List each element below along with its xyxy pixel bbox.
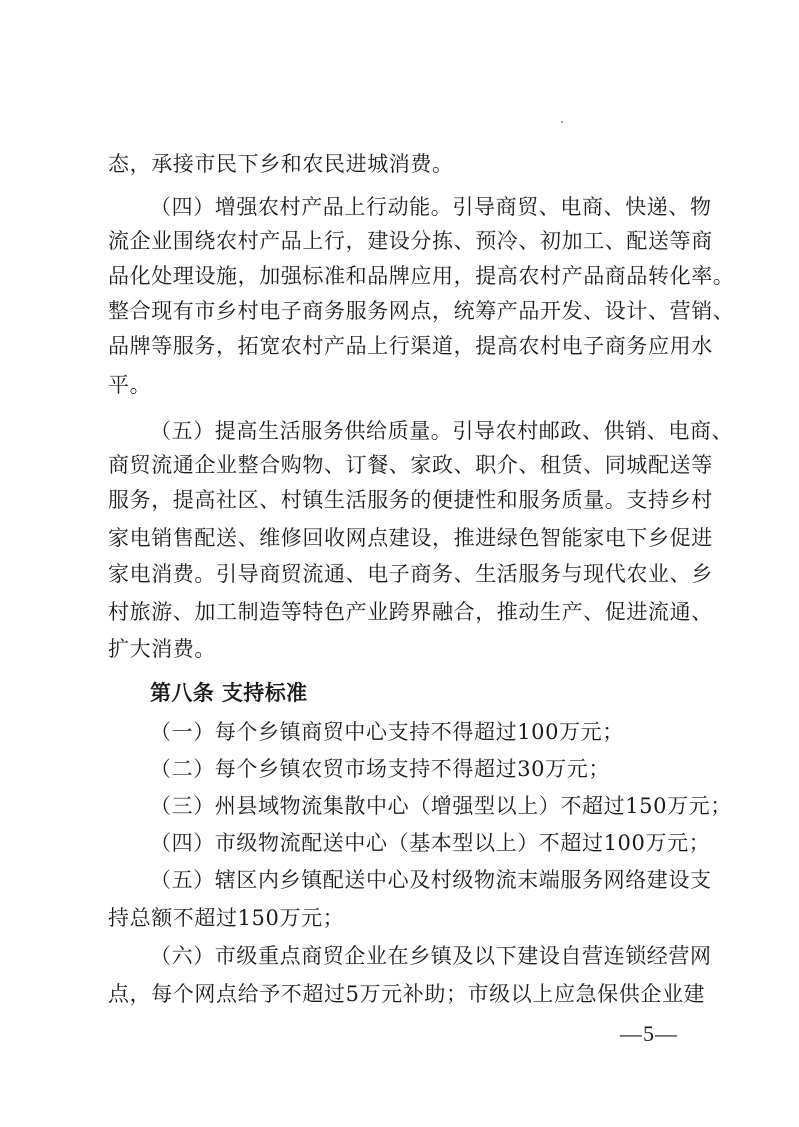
standard-item-3: （三）州县域物流集散中心（增强型以上）不超过150万元； [150, 794, 732, 818]
text-line: 服务，提高社区、村镇生活服务的便捷性和服务质量。支持乡村 [108, 488, 713, 512]
text-line: 整合现有市乡村电子商务服务网点，统筹产品开发、设计、营销、 [108, 299, 735, 323]
text-line: 品化处理设施，加强标准和品牌应用，提高农村产品商品转化率。 [108, 264, 735, 288]
standard-item-2: （二）每个乡镇农贸市场支持不得超过30万元； [150, 757, 610, 781]
paragraph-four-first-line: （四）增强农村产品上行动能。引导商贸、电商、快递、物 [150, 195, 712, 219]
scan-speck [561, 121, 563, 123]
standard-item-4: （四）市级物流配送中心（基本型以上）不超过100万元； [150, 831, 711, 855]
text-line: 村旅游、加工制造等特色产业跨界融合，推动生产、促进流通、 [108, 600, 713, 624]
paragraph-five-first-line: （五）提高生活服务供给质量。引导农村邮政、供销、电商、 [150, 419, 734, 443]
text-line: 家电销售配送、维修回收网点建设，推进绿色智能家电下乡促进 [108, 526, 713, 550]
text-line: 商贸流通企业整合购物、订餐、家政、职介、租赁、同城配送等 [108, 453, 713, 477]
article-eight-heading: 第八条 支持标准 [150, 681, 308, 705]
text-line: 品牌等服务，拓宽农村产品上行渠道，提高农村电子商务应用水 [108, 334, 713, 358]
standard-item-1: （一）每个乡镇商贸中心支持不得超过100万元； [150, 720, 624, 744]
standard-item-6: （六）市级重点商贸企业在乡镇及以下建设自营连锁经营网 [150, 944, 712, 968]
text-line: 扩大消费。 [108, 637, 216, 661]
text-line: 点，每个网点给予不超过5万元补助；市级以上应急保供企业建 [108, 982, 706, 1006]
text-line: 态，承接市民下乡和农民进城消费。 [108, 152, 454, 176]
text-line: 家电消费。引导商贸流通、电子商务、生活服务与现代农业、乡 [108, 562, 713, 586]
text-line: 平。 [108, 373, 152, 397]
text-line: 持总额不超过150万元； [108, 906, 345, 930]
text-line: 流企业围绕农村产品上行，建设分拣、预冷、初加工、配送等商 [108, 229, 713, 253]
standard-item-5: （五）辖区内乡镇配送中心及村级物流末端服务网络建设支 [150, 868, 712, 892]
page-number: —5— [620, 1021, 678, 1046]
